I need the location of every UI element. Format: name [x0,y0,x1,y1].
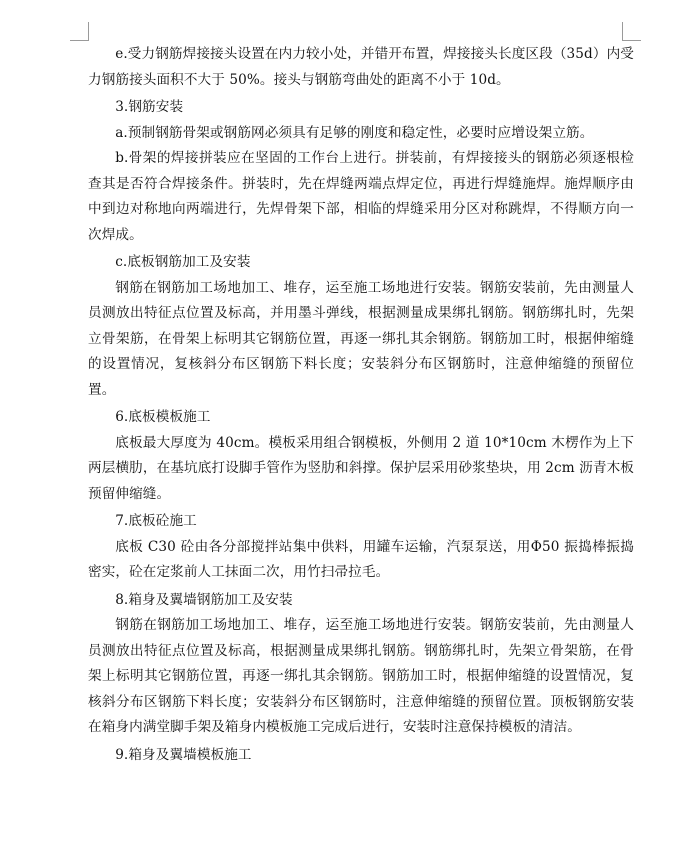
heading-box-wing-wall-formwork: 9.箱身及翼墙模板施工 [115,746,252,763]
heading-bottom-plate-concrete: 7.底板砼施工 [115,513,197,529]
paragraph-bottom-plate-formwork: 底板最大厚度为 40cm。模板采用组合钢模板，外侧用 2 道 10*10cm 木楞作为上下两层横肋，在基坑底打设脚手管作为竖肋和斜撑。保护层采用砂浆垫块，用 2cm 沥青木板预留伸缩缝。 [88,434,634,502]
document-page-body [88,42,634,768]
page-corner-mark-left [70,22,89,41]
heading-bottom-plate-formwork: 6.底板模板施工 [115,409,211,425]
heading-box-wing-wall-rebar: 8.箱身及翼墙钢筋加工及安装 [115,591,293,608]
heading-bottom-plate-rebar: c.底板钢筋加工及安装 [115,254,251,270]
paragraph-bottom-plate-rebar-process: 钢筋在钢筋加工场地加工、堆存，运至施工场地进行安装。钢筋安装前，先由测量人员测放出特征点位置及标高，并用墨斗弹线，根据测量成果绑扎钢筋。钢筋绑扎时，先架立骨架筋，在骨架上标明其它钢筋位置，再逐一绑扎其余钢筋。钢筋加工时，根据伸缩缝的设置情况，复核斜分布区钢筋下料长度；安装斜分布区钢筋时，注意伸缩缝的预留位置。 [88,279,634,398]
page-corner-mark-right [622,22,641,41]
paragraph-weld-joints: e.受力钢筋焊接接头设置在内力较小处，并错开布置，焊接接头长度区段（35d）内受力钢筋接头面积不大于 50%。接头与钢筋弯曲处的距离不小于 10d。 [88,46,634,88]
heading-rebar-installation: 3.钢筋安装 [115,99,184,115]
paragraph-bottom-plate-concrete: 底板 C30 砼由各分部搅拌站集中供料，用罐车运输，汽泵泵送，用Φ50 振捣棒振捣密实，砼在定浆前人工抹面二次，用竹扫帚拉毛。 [88,538,634,580]
paragraph-prefab-cage-stiffness: a.预制钢筋骨架或钢筋网必须具有足够的刚度和稳定性，必要时应增设架立筋。 [115,124,594,141]
paragraph-cage-welding-assembly: b.骨架的焊接拼装应在坚固的工作台上进行。拼装前，有焊接接头的钢筋必须逐根检查其是否符合焊接条件。拼装时，先在焊缝两端点焊定位，再进行焊缝施焊。施焊顺序由中到边对称地向两端进行，先焊骨架下部，相临的焊缝采用分区对称跳焊，不得顺方向一次焊成。 [88,150,634,243]
paragraph-box-wing-wall-rebar: 钢筋在钢筋加工场地加工、堆存，运至施工场地进行安装。钢筋安装前，先由测量人员测放出特征点位置及标高，根据测量成果绑扎钢筋。钢筋绑扎时，先架立骨架筋，在骨架上标明其它钢筋位置，再逐一绑扎其余钢筋。钢筋加工时，根据伸缩缝的设置情况，复核斜分布区钢筋下料长度；安装斜分布区钢筋时，注意伸缩缝的预留位置。顶板钢筋安装在箱身内满堂脚手架及箱身内模板施工完成后进行，安装时注意保持模板的清洁。 [88,617,634,735]
